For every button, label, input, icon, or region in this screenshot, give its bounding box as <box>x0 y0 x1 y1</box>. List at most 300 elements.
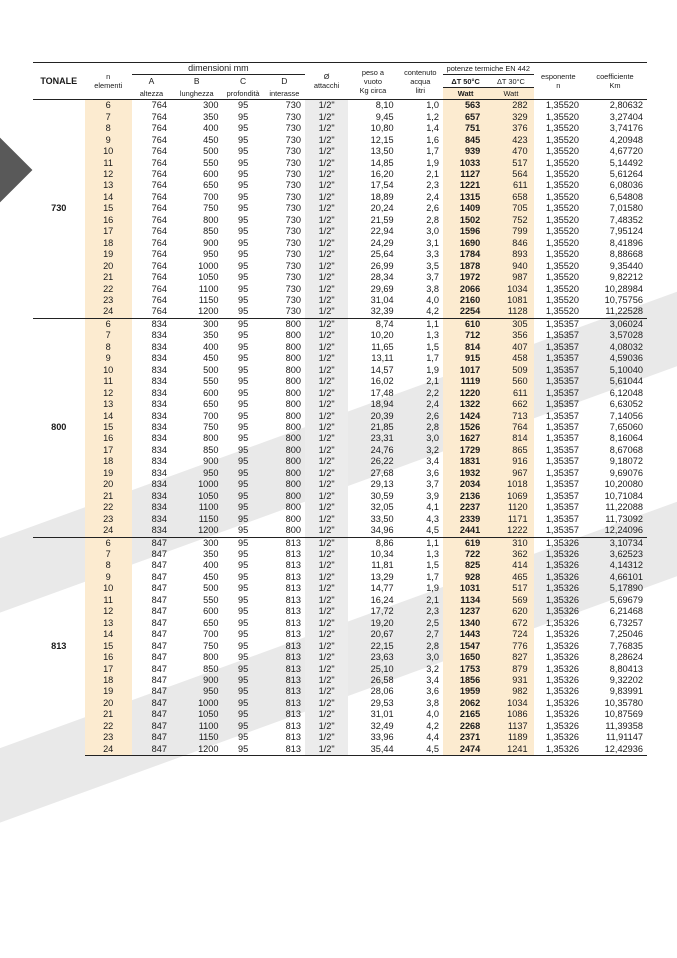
cell-interasse: 730 <box>285 249 301 260</box>
cell-peso: 25,10 <box>370 663 394 674</box>
cell-watt-50: 928 <box>443 572 488 583</box>
cell-peso: 21,59 <box>370 214 394 225</box>
cell-interasse: 730 <box>285 260 301 271</box>
cell-esponente: 1,35520 <box>545 249 580 260</box>
cell-watt-50: 1443 <box>443 629 488 640</box>
cell-peso: 23,63 <box>370 652 394 663</box>
cell-attacchi: 1/2" <box>305 306 348 318</box>
cell-interasse: 730 <box>285 180 301 191</box>
cell-n-elementi: 17 <box>85 226 132 237</box>
cell-n-elementi: 9 <box>85 135 132 146</box>
cell-attacchi: 1/2" <box>305 641 348 652</box>
cell-watt-30: 705 <box>488 203 533 214</box>
cell-watt-50: 2237 <box>443 502 488 513</box>
cell-interasse: 730 <box>285 123 301 134</box>
cell-contenuto: 1,5 <box>426 560 439 571</box>
cell-profondita: 95 <box>238 376 249 387</box>
cell-peso: 14,57 <box>370 364 394 375</box>
cell-contenuto: 1,4 <box>426 123 439 134</box>
cell-altezza: 834 <box>151 364 168 375</box>
cell-watt-50: 2062 <box>443 698 488 709</box>
cell-watt-30: 1222 <box>488 525 533 537</box>
cell-lunghezza: 1050 <box>198 490 219 501</box>
table-row <box>33 456 647 467</box>
cell-peso: 8,74 <box>348 318 397 330</box>
cell-profondita: 95 <box>238 364 249 375</box>
cell-coefficiente: 5,61264 <box>609 169 643 180</box>
cell-watt-30: 893 <box>488 249 533 260</box>
table-row <box>33 376 647 387</box>
cell-profondita: 95 <box>238 260 249 271</box>
cell-peso: 16,24 <box>370 594 394 605</box>
cell-lunghezza: 850 <box>203 226 219 237</box>
cell-n-elementi: 12 <box>85 169 132 180</box>
cell-interasse: 800 <box>285 330 301 341</box>
cell-attacchi: 1/2" <box>305 686 348 697</box>
cell-n-elementi: 14 <box>85 629 132 640</box>
cell-attacchi: 1/2" <box>305 502 348 513</box>
cell-profondita: 95 <box>238 191 249 202</box>
cell-attacchi: 1/2" <box>305 491 348 502</box>
cell-lunghezza: 500 <box>203 146 219 157</box>
cell-lunghezza: 550 <box>203 376 219 387</box>
cell-contenuto: 1,2 <box>426 111 439 122</box>
cell-esponente: 1,35357 <box>545 399 580 410</box>
cell-profondita: 95 <box>238 686 249 697</box>
cell-watt-50: 2441 <box>443 525 488 537</box>
cell-watt-30: 376 <box>488 123 533 134</box>
cell-watt-30: 569 <box>488 595 533 606</box>
cell-attacchi: 1/2" <box>305 376 348 387</box>
cell-coefficiente: 3,57028 <box>609 330 643 341</box>
cell-peso: 31,04 <box>370 295 394 306</box>
cell-contenuto: 3,7 <box>426 272 439 283</box>
table-row <box>33 732 647 743</box>
cell-lunghezza: 450 <box>203 134 219 145</box>
cell-interasse: 730 <box>285 134 301 145</box>
cell-esponente: 1,35326 <box>545 571 580 582</box>
cell-interasse: 800 <box>285 410 301 421</box>
cell-coefficiente: 2,80632 <box>583 100 647 112</box>
cell-watt-50: 1627 <box>443 433 488 444</box>
cell-interasse: 813 <box>285 686 301 697</box>
cell-peso: 16,02 <box>370 376 394 387</box>
table-row <box>33 525 647 537</box>
cell-peso: 18,89 <box>370 191 394 202</box>
cell-watt-50: 1972 <box>443 272 488 283</box>
cell-interasse: 813 <box>285 674 301 685</box>
cell-profondita: 95 <box>238 583 249 594</box>
cell-profondita: 95 <box>223 100 264 112</box>
cell-watt-50: 939 <box>443 146 488 157</box>
cell-esponente: 1,35520 <box>545 169 580 180</box>
cell-contenuto: 1,3 <box>426 548 439 559</box>
header-diameter-symbol: Ø <box>323 72 330 82</box>
cell-lunghezza: 350 <box>203 330 219 341</box>
cell-lunghezza: 300 <box>171 100 223 112</box>
cell-lunghezza: 1100 <box>198 283 219 294</box>
cell-watt-30: 611 <box>488 180 533 191</box>
cell-n-elementi: 10 <box>85 365 132 376</box>
cell-n-elementi: 12 <box>85 388 132 399</box>
cell-coefficiente: 6,21468 <box>609 606 643 617</box>
cell-contenuto: 1,1 <box>398 537 443 549</box>
cell-contenuto: 4,3 <box>426 513 439 524</box>
cell-interasse: 813 <box>285 720 301 731</box>
cell-lunghezza: 900 <box>203 237 219 248</box>
cell-watt-50: 2136 <box>443 491 488 502</box>
table-row <box>33 388 647 399</box>
cell-contenuto: 1,1 <box>398 318 443 330</box>
cell-watt-30: 1128 <box>488 306 533 318</box>
cell-esponente: 1,35520 <box>545 111 580 122</box>
cell-interasse: 730 <box>285 214 301 225</box>
cell-profondita: 95 <box>223 537 264 549</box>
table-row <box>33 123 647 134</box>
cell-profondita: 95 <box>238 490 249 501</box>
cell-n-elementi: 13 <box>85 180 132 191</box>
cell-watt-30: 620 <box>488 606 533 617</box>
cell-contenuto: 2,2 <box>426 387 439 398</box>
cell-coefficiente: 3,06024 <box>583 318 647 330</box>
cell-coefficiente: 7,65060 <box>609 422 643 432</box>
cell-esponente: 1,35326 <box>545 606 580 617</box>
cell-watt-50: 1127 <box>443 169 488 180</box>
cell-n-elementi: 18 <box>85 238 132 249</box>
cell-contenuto: 4,2 <box>426 306 439 317</box>
cell-peso: 28,06 <box>370 686 394 697</box>
cell-profondita: 95 <box>238 237 249 248</box>
cell-esponente: 1,35520 <box>545 123 580 134</box>
cell-contenuto: 1,3 <box>426 330 439 341</box>
cell-altezza: 847 <box>151 663 168 674</box>
cell-altezza: 847 <box>151 674 168 685</box>
cell-profondita: 95 <box>238 663 249 674</box>
cell-lunghezza: 1200 <box>198 306 219 317</box>
cell-watt-30: 458 <box>488 353 533 364</box>
cell-interasse: 800 <box>285 490 301 501</box>
cell-peso: 20,24 <box>370 203 394 214</box>
cell-lunghezza: 750 <box>203 203 219 214</box>
cell-coefficiente: 12,42936 <box>583 744 647 756</box>
cell-coefficiente: 4,14312 <box>609 560 643 571</box>
cell-watt-30: 987 <box>488 272 533 283</box>
cell-interasse: 800 <box>285 353 301 364</box>
cell-watt-30: 1086 <box>488 709 533 720</box>
cell-altezza: 764 <box>151 226 168 237</box>
cell-coefficiente: 8,41896 <box>609 237 643 248</box>
table-row <box>33 698 647 709</box>
cell-peso: 21,85 <box>370 422 394 432</box>
cell-watt-50: 2066 <box>443 284 488 295</box>
cell-esponente: 1,35520 <box>534 100 583 112</box>
cell-watt-30: 865 <box>488 445 533 456</box>
table-row <box>33 272 647 283</box>
cell-esponente: 1,35520 <box>545 203 580 214</box>
cell-coefficiente: 9,35440 <box>609 260 643 271</box>
cell-altezza: 764 <box>151 111 168 122</box>
cell-attacchi: 1/2" <box>305 514 348 525</box>
cell-contenuto: 1,0 <box>398 100 443 112</box>
cell-profondita: 95 <box>238 720 249 731</box>
cell-lunghezza: 950 <box>203 686 219 697</box>
cell-attacchi: 1/2" <box>305 215 348 226</box>
cell-coefficiente: 6,73257 <box>609 617 643 628</box>
cell-peso: 26,99 <box>370 260 394 271</box>
cell-lunghezza: 800 <box>203 652 219 663</box>
cell-altezza: 847 <box>151 640 168 651</box>
cell-peso: 9,45 <box>375 111 394 122</box>
cell-coefficiente: 7,48352 <box>609 214 643 225</box>
cell-profondita: 95 <box>238 640 249 651</box>
cell-watt-30: 356 <box>488 330 533 341</box>
cell-altezza: 764 <box>151 283 168 294</box>
header-contenuto-l3: litri <box>415 85 426 95</box>
cell-n-elementi: 11 <box>85 376 132 387</box>
cell-interasse: 800 <box>285 513 301 524</box>
cell-attacchi: 1/2" <box>305 135 348 146</box>
cell-esponente: 1,35357 <box>545 502 580 513</box>
cell-esponente: 1,35326 <box>545 697 580 708</box>
cell-lunghezza: 1000 <box>198 260 219 271</box>
cell-watt-50: 1134 <box>443 595 488 606</box>
cell-watt-50: 1322 <box>443 399 488 410</box>
cell-attacchi: 1/2" <box>305 595 348 606</box>
cell-interasse: 800 <box>285 467 301 478</box>
cell-altezza: 834 <box>151 502 168 513</box>
cell-coefficiente: 7,01580 <box>609 203 643 214</box>
cell-lunghezza: 1100 <box>198 720 219 731</box>
cell-esponente: 1,35520 <box>545 260 580 271</box>
table-row <box>33 203 647 214</box>
cell-peso: 29,53 <box>370 697 394 708</box>
cell-esponente: 1,35520 <box>545 191 580 202</box>
cell-contenuto: 2,1 <box>426 376 439 387</box>
cell-peso: 13,50 <box>370 146 394 157</box>
cell-altezza: 847 <box>151 629 168 640</box>
cell-interasse: 800 <box>285 422 301 432</box>
table-row <box>33 641 647 652</box>
cell-peso: 35,44 <box>348 744 397 756</box>
cell-altezza: 764 <box>151 123 168 134</box>
cell-esponente: 1,35357 <box>545 525 580 536</box>
cell-esponente: 1,35357 <box>545 422 580 432</box>
cell-altezza: 834 <box>151 353 168 364</box>
cell-coefficiente: 8,28624 <box>609 652 643 663</box>
cell-contenuto: 2,6 <box>426 410 439 421</box>
cell-peso: 27,68 <box>370 467 394 478</box>
cell-contenuto: 4,2 <box>426 720 439 731</box>
table-row <box>33 433 647 444</box>
header-watt-30: Watt <box>488 87 533 99</box>
cell-n-elementi: 7 <box>85 330 132 341</box>
cell-n-elementi: 7 <box>85 549 132 560</box>
cell-altezza: 764 <box>151 260 168 271</box>
cell-coefficiente: 4,20948 <box>609 134 643 145</box>
table-body <box>33 100 647 756</box>
cell-attacchi: 1/2" <box>305 365 348 376</box>
header-esponente-l1: esponente <box>541 72 576 82</box>
header-coefficiente <box>583 63 647 100</box>
cell-peso: 30,59 <box>370 490 394 501</box>
cell-profondita: 95 <box>238 169 249 180</box>
cell-watt-30: 672 <box>488 618 533 629</box>
cell-attacchi: 1/2" <box>305 318 348 330</box>
cell-profondita: 95 <box>238 341 249 352</box>
cell-profondita: 95 <box>238 203 249 214</box>
side-tab-marker <box>0 128 32 213</box>
cell-esponente: 1,35357 <box>545 364 580 375</box>
cell-profondita: 95 <box>238 123 249 134</box>
header-esponente <box>534 63 583 100</box>
table-row <box>33 445 647 456</box>
cell-watt-50: 722 <box>443 549 488 560</box>
cell-watt-50: 2034 <box>443 479 488 490</box>
cell-watt-30: 1120 <box>488 502 533 513</box>
header-C-sub: profondità <box>223 87 264 99</box>
cell-lunghezza: 500 <box>203 364 219 375</box>
header-dt50: ΔT 50°C <box>443 75 488 87</box>
cell-n-elementi: 19 <box>85 468 132 479</box>
cell-attacchi: 1/2" <box>305 698 348 709</box>
cell-n-elementi: 10 <box>85 146 132 157</box>
header-potenze: potenze termiche EN 442 <box>443 63 534 75</box>
cell-coefficiente: 6,54808 <box>609 191 643 202</box>
cell-watt-30: 517 <box>488 158 533 169</box>
cell-coefficiente: 11,39358 <box>605 720 643 731</box>
cell-altezza: 847 <box>151 720 168 731</box>
cell-n-elementi: 16 <box>85 215 132 226</box>
cell-altezza: 834 <box>151 376 168 387</box>
header-D: D <box>281 75 288 86</box>
cell-n-elementi: 19 <box>85 686 132 697</box>
cell-contenuto: 4,5 <box>426 525 439 536</box>
cell-profondita: 95 <box>223 744 264 756</box>
header-A-sub: altezza <box>132 87 171 99</box>
cell-attacchi: 1/2" <box>305 468 348 479</box>
cell-n-elementi: 21 <box>85 709 132 720</box>
cell-watt-50: 1596 <box>443 226 488 237</box>
table-row <box>33 192 647 203</box>
cell-contenuto: 3,6 <box>426 467 439 478</box>
cell-lunghezza: 350 <box>203 548 219 559</box>
cell-attacchi: 1/2" <box>305 353 348 364</box>
cell-coefficiente: 8,80413 <box>609 663 643 674</box>
table-row <box>33 502 647 513</box>
table-row <box>33 686 647 697</box>
tonale-group-label: 813 <box>33 537 85 756</box>
cell-lunghezza: 750 <box>203 640 219 651</box>
cell-interasse: 730 <box>285 111 301 122</box>
table-row <box>33 422 647 433</box>
cell-peso: 29,13 <box>370 479 394 490</box>
cell-profondita: 95 <box>238 387 249 398</box>
cell-profondita: 95 <box>238 157 249 168</box>
header-contenuto-l1: contenuto <box>404 67 437 77</box>
cell-esponente: 1,35326 <box>545 652 580 663</box>
cell-peso: 32,39 <box>370 306 394 317</box>
cell-watt-50: 1878 <box>443 261 488 272</box>
cell-profondita: 95 <box>223 318 264 330</box>
cell-coefficiente: 6,63052 <box>609 399 643 410</box>
cell-profondita: 95 <box>238 146 249 157</box>
cell-esponente: 1,35520 <box>545 237 580 248</box>
cell-coefficiente: 11,22528 <box>605 306 643 317</box>
cell-watt-50: 1033 <box>443 158 488 169</box>
cell-contenuto: 3,7 <box>426 479 439 490</box>
cell-contenuto: 2,1 <box>426 169 439 180</box>
cell-coefficiente: 3,62523 <box>609 548 643 559</box>
cell-contenuto: 3,4 <box>426 674 439 685</box>
cell-peso: 17,48 <box>370 387 394 398</box>
table-row <box>33 306 647 318</box>
cell-contenuto: 1,9 <box>426 583 439 594</box>
cell-altezza: 834 <box>151 422 168 432</box>
cell-contenuto: 3,4 <box>426 456 439 467</box>
cell-peso: 10,20 <box>370 330 394 341</box>
cell-esponente: 1,35520 <box>545 157 580 168</box>
table-row <box>33 284 647 295</box>
header-coefficiente-l2: Km <box>609 81 621 91</box>
cell-interasse: 730 <box>264 100 305 112</box>
cell-n-elementi: 15 <box>85 203 132 214</box>
table-row <box>33 100 647 112</box>
cell-altezza: 847 <box>151 560 168 571</box>
cell-contenuto: 2,6 <box>426 203 439 214</box>
cell-lunghezza: 550 <box>203 157 219 168</box>
cell-coefficiente: 7,25046 <box>609 629 643 640</box>
cell-attacchi: 1/2" <box>305 342 348 353</box>
cell-altezza: 834 <box>151 330 168 341</box>
cell-attacchi: 1/2" <box>305 583 348 594</box>
cell-peso: 11,65 <box>371 341 394 352</box>
cell-peso: 31,01 <box>370 709 394 720</box>
cell-n-elementi: 8 <box>85 123 132 134</box>
table-row <box>33 353 647 364</box>
cell-peso: 26,22 <box>370 456 394 467</box>
cell-esponente: 1,35326 <box>545 629 580 640</box>
cell-coefficiente: 3,27404 <box>609 111 643 122</box>
cell-contenuto: 1,7 <box>426 146 439 157</box>
cell-coefficiente: 4,67720 <box>609 146 643 157</box>
table-row <box>33 595 647 606</box>
cell-profondita: 95 <box>238 560 249 571</box>
cell-coefficiente: 7,76835 <box>609 640 643 651</box>
cell-interasse: 800 <box>285 433 301 444</box>
cell-interasse: 730 <box>285 146 301 157</box>
cell-profondita: 95 <box>238 283 249 294</box>
cell-watt-50: 1831 <box>443 456 488 467</box>
cell-lunghezza: 1150 <box>198 732 219 743</box>
table-row <box>33 514 647 525</box>
cell-peso: 25,64 <box>370 249 394 260</box>
cell-lunghezza: 350 <box>203 111 219 122</box>
cell-esponente: 1,35357 <box>545 376 580 387</box>
cell-watt-30: 305 <box>488 318 533 330</box>
table-row <box>33 146 647 157</box>
cell-lunghezza: 950 <box>203 249 219 260</box>
cell-contenuto: 4,0 <box>426 295 439 306</box>
cell-esponente: 1,35520 <box>545 214 580 225</box>
cell-coefficiente: 8,88668 <box>609 249 643 260</box>
cell-n-elementi: 24 <box>85 744 132 756</box>
header-attacchi <box>305 63 348 100</box>
cell-esponente: 1,35326 <box>545 548 580 559</box>
cell-esponente: 1,35520 <box>545 134 580 145</box>
cell-esponente: 1,35357 <box>545 410 580 421</box>
cell-n-elementi: 9 <box>85 572 132 583</box>
cell-contenuto: 2,7 <box>426 629 439 640</box>
